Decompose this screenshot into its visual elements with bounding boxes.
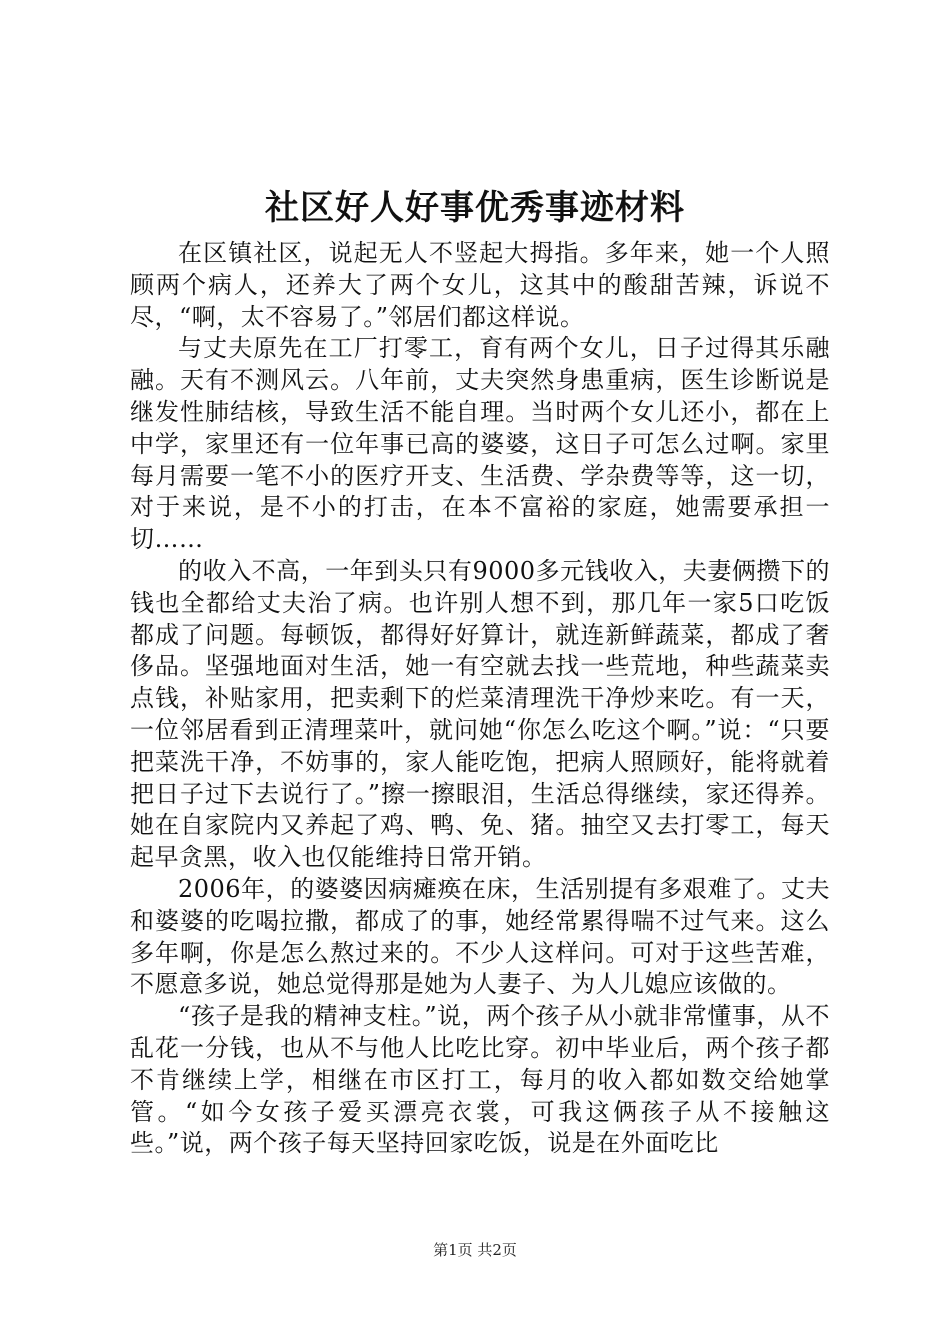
document-title: 社区好人好事优秀事迹材料	[265, 188, 685, 228]
page-footer: 第1页 共2页	[433, 1241, 517, 1259]
document-body	[130, 238, 830, 1160]
paragraph: 的收入不高，一年到头只有9000多元钱收入，夫妻俩攒下的钱也全都给丈夫治了病。也许别人想不到，那几年一家5口吃饭都成了问题。每顿饭，都得好好算计，就连新鲜蔬菜，都成了奢侈品。坚强地面对生活，她一有空就去找一些荒地，种些蔬菜卖点钱，补贴家用，把卖剩下的烂菜清理洗干净炒来吃。有一天，一位邻居看到正清理菜叶，就问她“你怎么吃这个啊。”说：“只要把菜洗干净，不妨事的，家人能吃饱，把病人照顾好，能将就着把日子过下去说行了。”擦一擦眼泪，生活总得继续，家还得养。她在自家院内又养起了鸡、鸭、免、猪。抽空又去打零工，每天起早贪黑，收入也仅能维持日常开销。	[130, 556, 830, 872]
paragraph: 与丈夫原先在工厂打零工，育有两个女儿，日子过得其乐融融。天有不测风云。八年前，丈夫突然身患重病，医生诊断说是继发性肺结核，导致生活不能自理。当时两个女儿还小，都在上中学，家里还有一位年事已高的婆婆，这日子可怎么过啊。家里每月需要一笔不小的医疗开支、生活费、学杂费等等，这一切，对于来说，是不小的打击，在本不富裕的家庭，她需要承担一切……	[130, 334, 830, 554]
paragraph: 在区镇社区，说起无人不竖起大拇指。多年来，她一个人照顾两个病人，还养大了两个女儿，这其中的酸甜苦辣，诉说不尽，“啊，太不容易了。”邻居们都这样说。	[130, 239, 830, 331]
paragraph: 2006年，的婆婆因病瘫痪在床，生活别提有多艰难了。丈夫和婆婆的吃喝拉撒，都成了的事，她经常累得喘不过气来。这么多年啊，你是怎么熬过来的。不少人这样问。可对于这些苦难，不愿意多说，她总觉得那是她为人妻子、为人儿媳应该做的。	[130, 874, 830, 999]
paragraph: “孩子是我的精神支柱。”说，两个孩子从小就非常懂事，从不乱花一分钱，也从不与他人比吃比穿。初中毕业后，两个孩子都不肯继续上学，相继在市区打工，每月的收入都如数交给她掌管。“如今女孩子爱买漂亮衣裳，可我这俩孩子从不接触这些。”说，两个孩子每天坚持回家吃饭，说是在外面吃比	[130, 1002, 830, 1158]
